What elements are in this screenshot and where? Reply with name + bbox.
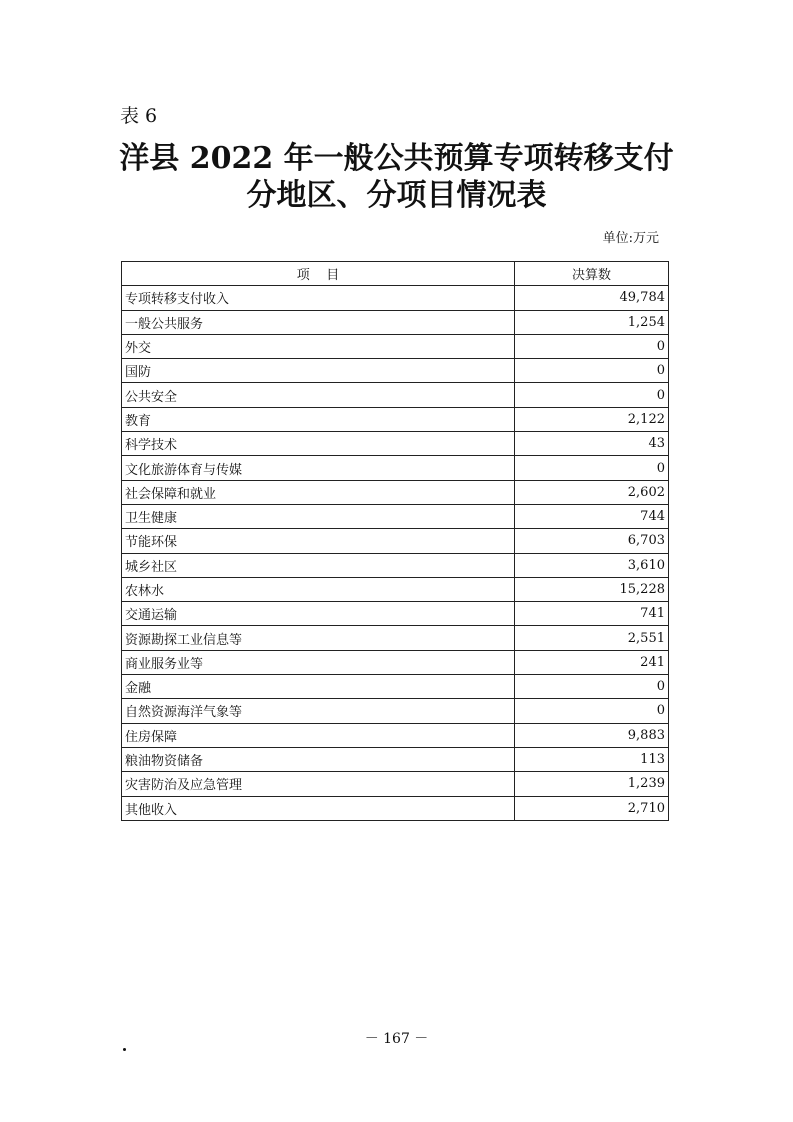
table-header-row — [122, 262, 669, 286]
row-item-name: 自然资源海洋气象等 — [122, 699, 515, 723]
budget-table — [121, 261, 669, 821]
page-title-line1: 洋县 2022 年一般公共预算专项转移支付 — [119, 141, 674, 176]
table-row — [122, 529, 669, 553]
table-row — [122, 553, 669, 577]
row-item-value: 3,610 — [515, 553, 669, 577]
page-title-line2: 分地区、分项目情况表 — [246, 178, 547, 213]
table-row — [122, 675, 669, 699]
row-item-value: 6,703 — [515, 529, 669, 553]
row-item-value: 741 — [515, 602, 669, 626]
row-item-name: 住房保障 — [122, 723, 515, 747]
table-row — [122, 723, 669, 747]
table-row — [122, 432, 669, 456]
row-item-value: 2,122 — [515, 407, 669, 431]
row-item-name: 金融 — [122, 675, 515, 699]
row-item-value: 43 — [515, 432, 669, 456]
table-row — [122, 602, 669, 626]
table-row — [122, 650, 669, 674]
row-item-value: 241 — [515, 650, 669, 674]
page-number: － 167 － — [364, 1031, 429, 1047]
row-item-value: 15,228 — [515, 577, 669, 601]
row-item-name: 灾害防治及应急管理 — [122, 772, 515, 796]
table-row — [122, 796, 669, 820]
column-header-value: 决算数 — [515, 262, 669, 286]
row-item-value: 744 — [515, 504, 669, 528]
table-row — [122, 334, 669, 358]
row-item-name: 专项转移支付收入 — [122, 286, 515, 310]
row-item-name: 资源勘探工业信息等 — [122, 626, 515, 650]
row-item-name: 国防 — [122, 359, 515, 383]
table-label: 表 6 — [120, 105, 158, 127]
table-body — [122, 286, 669, 821]
table-row — [122, 310, 669, 334]
row-item-name: 外交 — [122, 334, 515, 358]
row-item-value: 1,254 — [515, 310, 669, 334]
table-row — [122, 359, 669, 383]
row-item-name: 一般公共服务 — [122, 310, 515, 334]
table-row — [122, 699, 669, 723]
table-row — [122, 747, 669, 771]
row-item-name: 粮油物资储备 — [122, 747, 515, 771]
table-row — [122, 383, 669, 407]
row-item-value: 1,239 — [515, 772, 669, 796]
row-item-name: 卫生健康 — [122, 504, 515, 528]
row-item-name: 公共安全 — [122, 383, 515, 407]
row-item-value: 2,602 — [515, 480, 669, 504]
row-item-value: 0 — [515, 359, 669, 383]
row-item-value: 0 — [515, 334, 669, 358]
row-item-name: 文化旅游体育与传媒 — [122, 456, 515, 480]
row-item-value: 2,710 — [515, 796, 669, 820]
row-item-name: 教育 — [122, 407, 515, 431]
row-item-value: 113 — [515, 747, 669, 771]
row-item-name: 科学技术 — [122, 432, 515, 456]
row-item-value: 2,551 — [515, 626, 669, 650]
table-row — [122, 407, 669, 431]
table-row — [122, 456, 669, 480]
table-row — [122, 626, 669, 650]
row-item-value: 49,784 — [515, 286, 669, 310]
table-row — [122, 577, 669, 601]
row-item-name: 农林水 — [122, 577, 515, 601]
row-item-name: 节能环保 — [122, 529, 515, 553]
row-item-value: 9,883 — [515, 723, 669, 747]
row-item-value: 0 — [515, 383, 669, 407]
row-item-value: 0 — [515, 699, 669, 723]
column-header-item: 项 目 — [122, 262, 515, 286]
table-row — [122, 286, 669, 310]
table-row — [122, 772, 669, 796]
row-item-name: 交通运输 — [122, 602, 515, 626]
table-row — [122, 504, 669, 528]
row-item-name: 其他收入 — [122, 796, 515, 820]
unit-label: 单位:万元 — [602, 231, 659, 246]
page-mark-dot — [123, 1048, 126, 1051]
row-item-value: 0 — [515, 675, 669, 699]
row-item-name: 社会保障和就业 — [122, 480, 515, 504]
row-item-name: 城乡社区 — [122, 553, 515, 577]
table-row — [122, 480, 669, 504]
row-item-name: 商业服务业等 — [122, 650, 515, 674]
row-item-value: 0 — [515, 456, 669, 480]
